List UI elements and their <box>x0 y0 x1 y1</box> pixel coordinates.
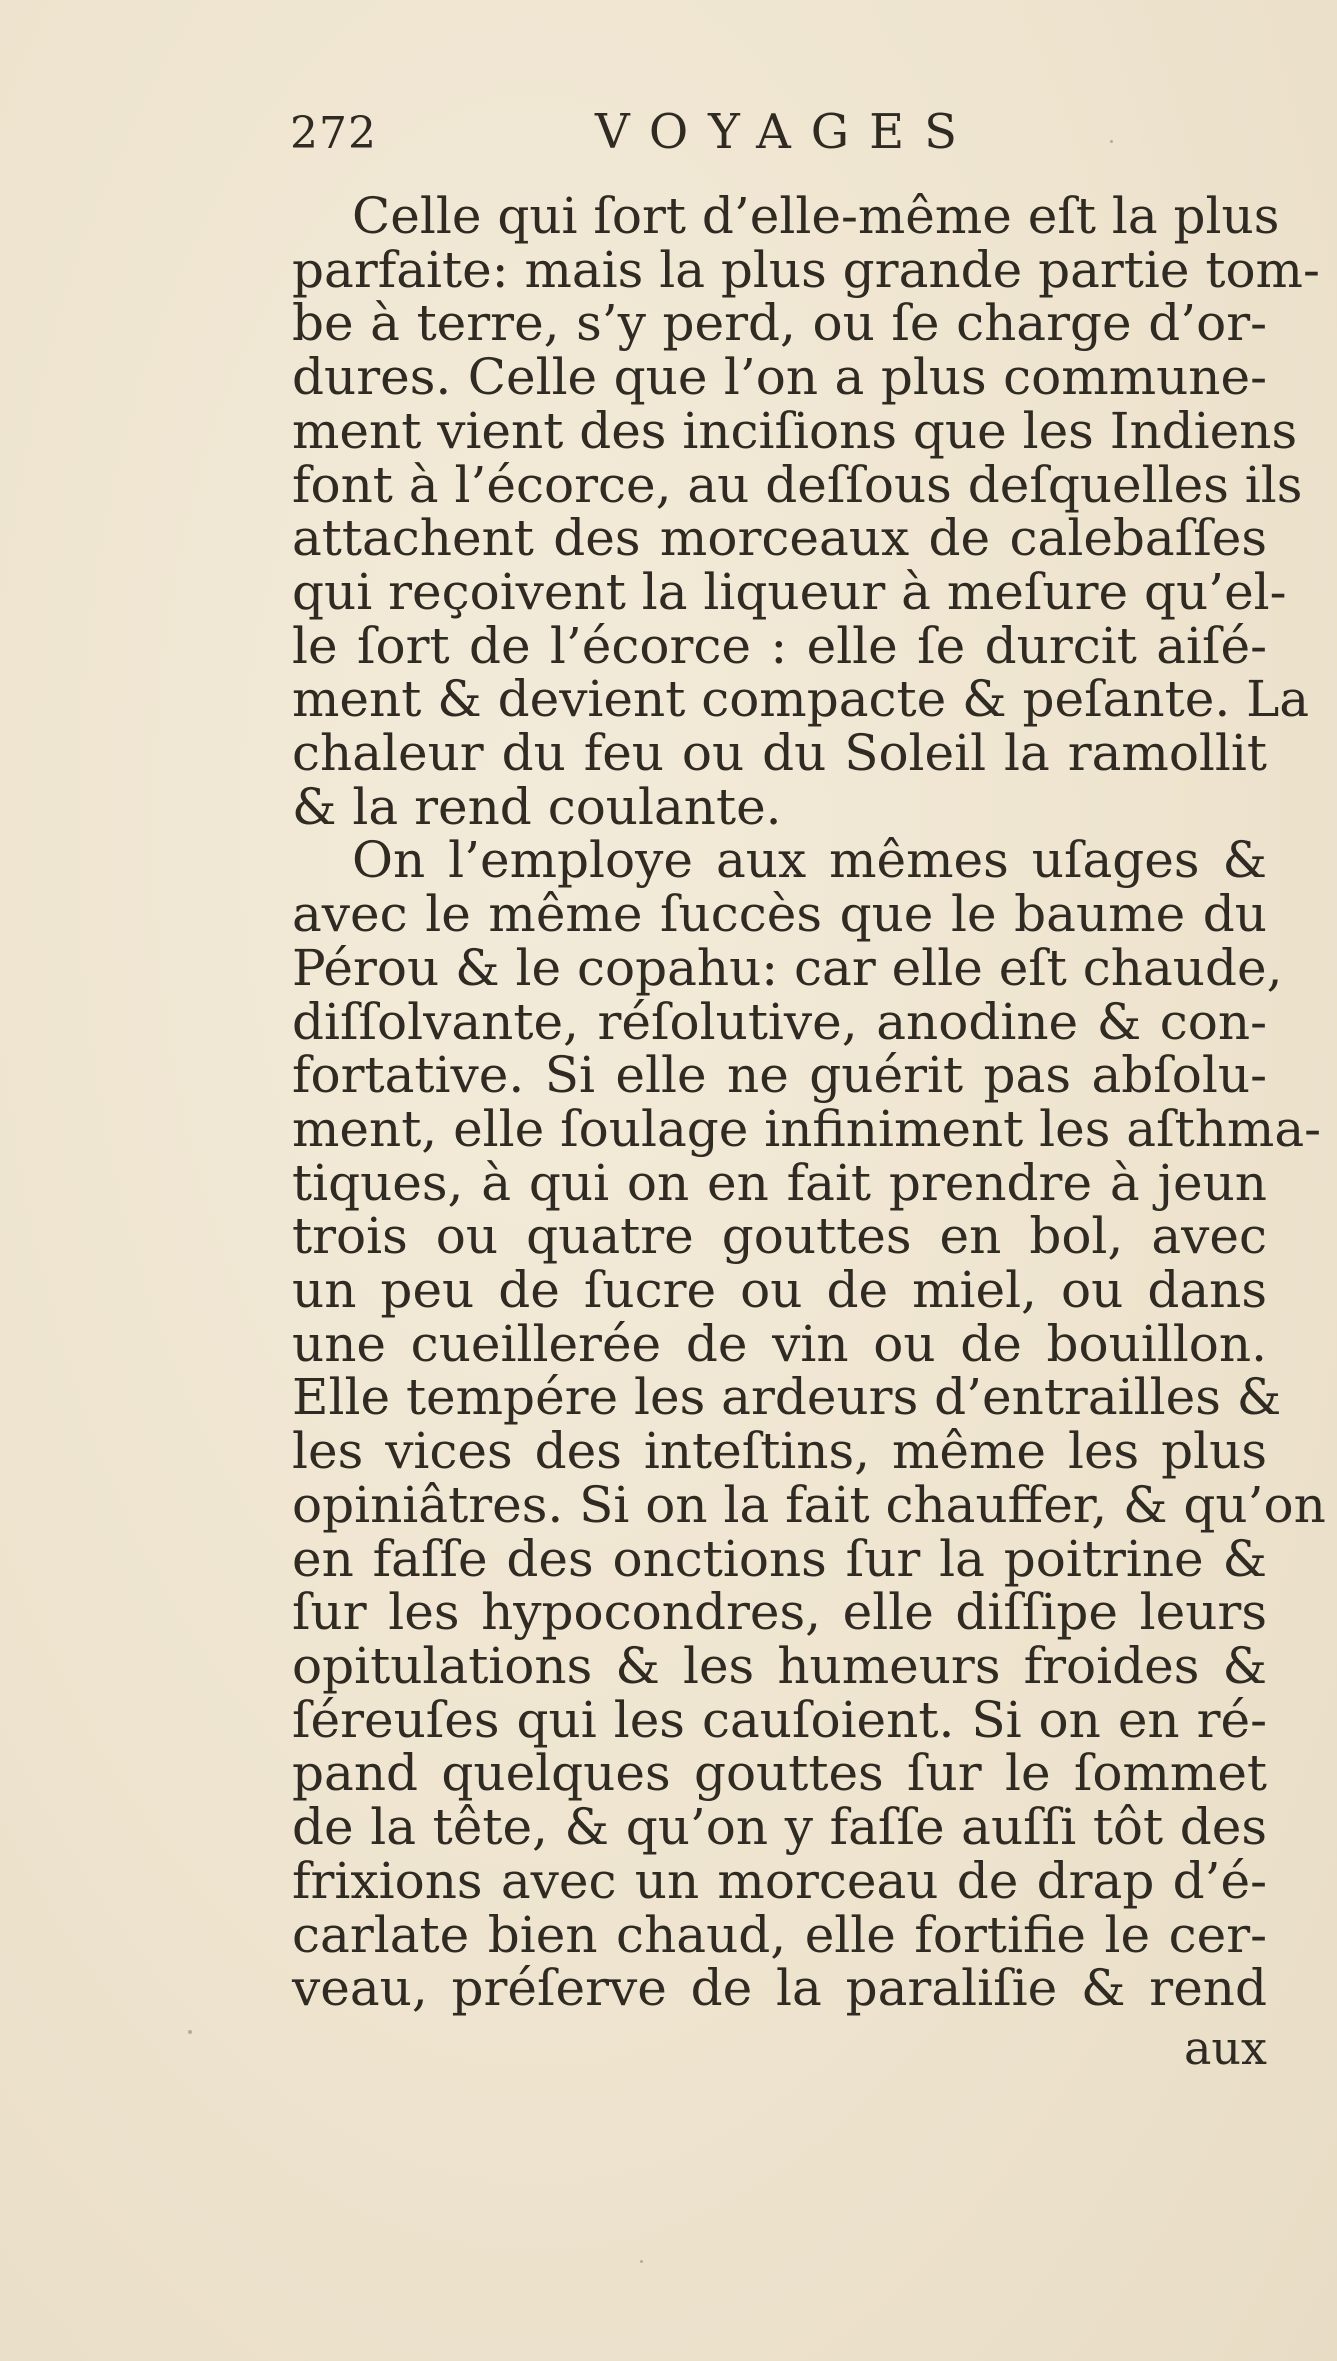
text-line: les vices des inteſtins, même les plus <box>292 1422 1267 1481</box>
paper-speck <box>188 2030 192 2034</box>
text-line: font à l’écorce, au deſſous deſquelles ils <box>292 455 1303 514</box>
text-line: diſſolvante, réſolutive, anodine & con- <box>292 992 1267 1051</box>
text-line: & la rend coulante. <box>292 777 782 836</box>
text-line: en faſſe des onctions ſur la poitrine & <box>292 1529 1267 1588</box>
text-line: carlate bien chaud, elle fortifie le cer- <box>292 1905 1267 1964</box>
text-line: ment & devient compacte & peſante. La <box>292 670 1310 729</box>
text-line: qui reçoivent la liqueur à meſure qu’el- <box>292 562 1287 621</box>
text-line: Celle qui ſort d’elle-même eſt la plus <box>352 187 1280 245</box>
text-line: On l’employe aux mêmes uſages & <box>352 831 1267 890</box>
text-line: pand quelques gouttes ſur le ſommet <box>292 1744 1267 1803</box>
text-line: ment vient des inciſions que les Indiens <box>292 401 1298 460</box>
text-line: parfaite: mais la plus grande partie tom- <box>292 240 1320 299</box>
running-title: VOYAGES <box>595 104 978 160</box>
text-line: opitulations & les humeurs froides & <box>292 1636 1267 1695</box>
text-line: ment, elle ſoulage infiniment les aſthma- <box>292 1099 1322 1158</box>
page-number: 272 <box>290 108 377 159</box>
text-line: opiniâtres. Si on la fait chauffer, & qu’on <box>292 1475 1326 1534</box>
paper-speck <box>1110 140 1113 143</box>
text-line: be à terre, s’y perd, ou ſe charge d’or- <box>292 294 1267 353</box>
text-line: frixions avec un morceau de drap d’é- <box>292 1851 1267 1910</box>
text-line: ſur les hypocondres, elle diſſipe leurs <box>292 1583 1267 1642</box>
text-line: veau, préſerve de la paraliſie & rend <box>292 1959 1267 2018</box>
page-header <box>290 100 1050 170</box>
text-line: fortative. Si elle ne guérit pas abſolu- <box>292 1046 1267 1105</box>
text-line: attachent des morceaux de calebaſſes <box>292 509 1267 568</box>
text-line: de la tête, & qu’on y faſſe auſſi tôt des <box>292 1798 1267 1857</box>
text-line: dures. Celle que l’on a plus commune- <box>292 348 1267 407</box>
text-line: le ſort de l’écorce : elle ſe durcit aiſé- <box>292 616 1267 675</box>
text-line: une cueillerée de vin ou de bouillon. <box>292 1314 1267 1373</box>
text-line: Pérou & le copahu: car elle eſt chaude, <box>292 938 1283 997</box>
text-line: avec le même ſuccès que le baume du <box>292 885 1267 944</box>
text-line: ſéreuſes qui les cauſoient. Si on en ré- <box>292 1690 1267 1749</box>
body-text <box>292 187 1326 2018</box>
text-line: Elle tempére les ardeurs d’entrailles & <box>292 1368 1282 1427</box>
catchword: aux <box>1184 2021 1267 2075</box>
text-line: tiques, à qui on en fait prendre à jeun <box>292 1153 1267 1212</box>
text-line: un peu de ſucre ou de miel, ou dans <box>292 1261 1267 1320</box>
text-line: trois ou quatre gouttes en bol, avec <box>292 1207 1267 1266</box>
text-line: chaleur du feu ou du Soleil la ramollit <box>292 724 1267 783</box>
paper-speck <box>640 2260 643 2263</box>
